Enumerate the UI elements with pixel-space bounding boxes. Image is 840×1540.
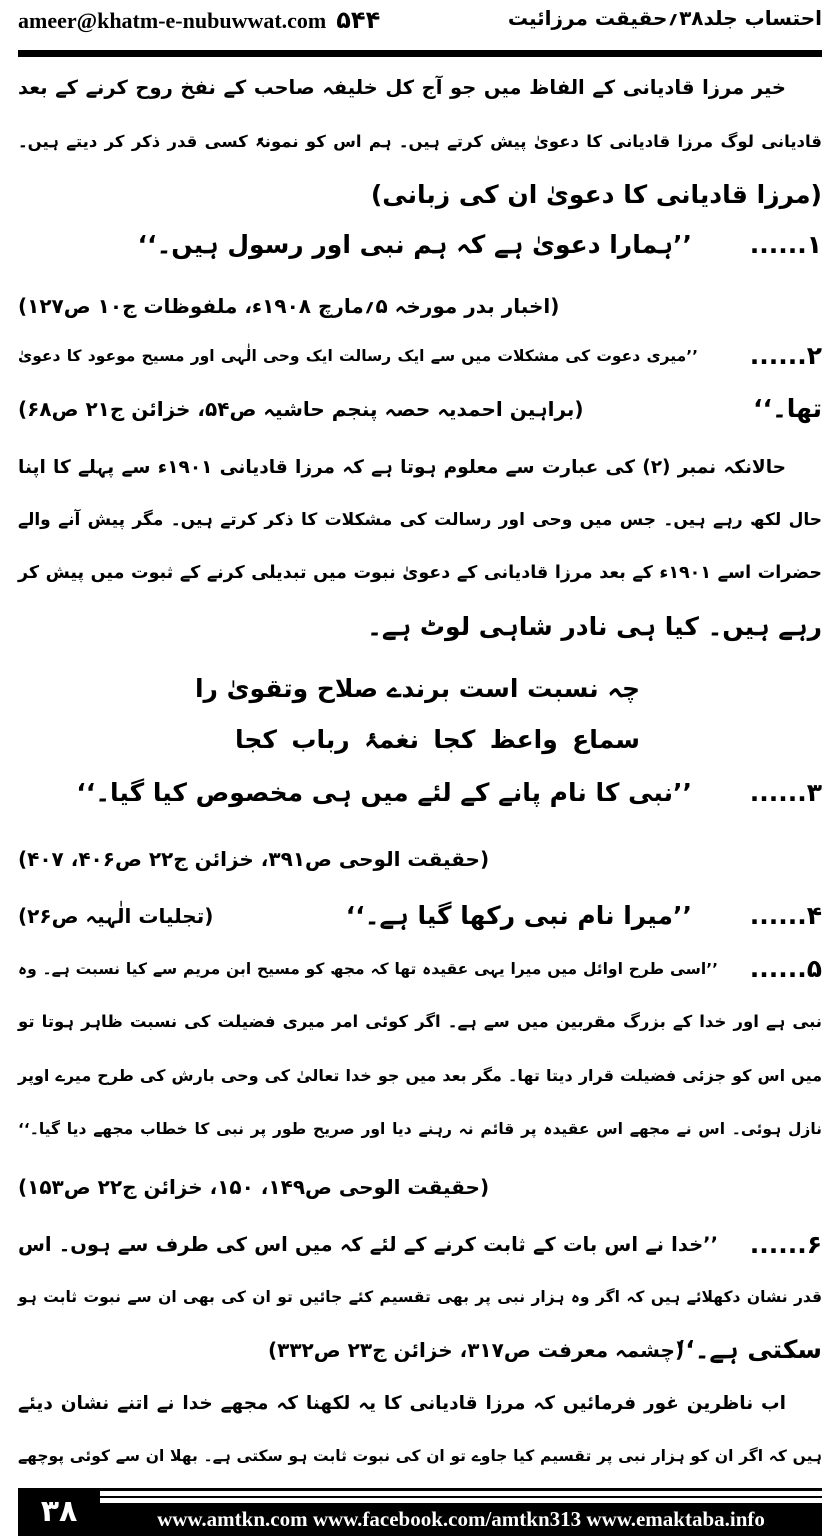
- citation: (حقیقت الوحی ص۳۹۱، خزائن ج۲۲ ص۴۰۶، ۴۰۷): [18, 847, 490, 871]
- citation-line: [18, 1164, 822, 1210]
- header-page-number: ۵۴۴: [336, 6, 381, 34]
- quote-text: نازل ہوئی۔ اس نے مجھے اس عقیدہ پر قائم نہ رہنے دیا اور صریح طور پر نبی کا خطاب مجھے دیا گیا۔‘‘: [18, 1120, 822, 1138]
- section-heading: (مرزا قادیانی کا دعویٰ ان کی زبانی): [370, 180, 822, 209]
- poem-verse: چہ نسبت است برندے صلاح وتقویٰ را: [194, 674, 640, 703]
- header-email: ameer@khatm-e-nubuwwat.com: [18, 8, 327, 33]
- quote-text: ’’نبی کا نام پانے کے لئے میں ہی مخصوص کیا گیا۔‘‘: [76, 778, 692, 807]
- item-number: ۶......: [749, 1230, 822, 1259]
- claim-item-1: [18, 222, 822, 268]
- paragraph-line: حالانکہ نمبر (۲) کی عبارت سے معلوم ہوتا ہے کہ مرزا قادیانی ۱۹۰۱ء سے پہلے کا اپنا: [18, 457, 786, 478]
- quote-text: ’’خدا نے اس بات کے ثابت کرنے کے لئے کہ میں اس کی طرف سے ہوں۔ اس: [18, 1233, 718, 1256]
- poem-verse: سماع واعظ کجا نغمۂ رباب کجا: [235, 725, 640, 754]
- quote-text: ’’ہمارا دعویٰ ہے کہ ہم نبی اور رسول ہیں۔‘‘: [137, 230, 692, 259]
- quote-text: نبی ہے اور خدا کے بزرگ مقربین میں سے ہے۔ اگر کوئی امر میری فضیلت کی نسبت ظاہر ہوتا تو: [18, 1012, 822, 1031]
- item-number: ۴......: [749, 901, 822, 930]
- quote-continuation: [18, 386, 822, 432]
- claim-item-4: [18, 893, 822, 939]
- footer-links: www.amtkn.com www.facebook.com/amtkn313 www.emaktaba.info: [100, 1503, 822, 1536]
- item-number: ۱......: [749, 230, 822, 259]
- header-book-title: احتساب جلد۳۸؍حقیقت مرزائیت: [507, 6, 822, 30]
- quote-text: ’’میرا نام نبی رکھا گیا ہے۔‘‘: [345, 901, 692, 930]
- paragraph-line: رہے ہیں۔ کیا ہی نادر شاہی لوٹ ہے۔: [367, 612, 822, 641]
- header-rule: [18, 50, 822, 57]
- intro-line: قادیانی لوگ مرزا قادیانی کا دعویٰ پیش کرتے ہیں۔ ہم اس کو نمونۃً کسی قدر ذکر کر دیتے ہیں۔: [18, 132, 822, 151]
- item-number: ۳......: [749, 778, 822, 807]
- footer-rule: [100, 1496, 822, 1498]
- citation-line: [18, 836, 822, 882]
- citation: (حقیقت الوحی ص۱۴۹، ۱۵۰، خزائن ج۲۲ ص۱۵۳): [18, 1175, 490, 1199]
- item-number: ۲......: [749, 341, 822, 370]
- header-left: [18, 6, 380, 34]
- quote-text: میں اس کو جزئی فضیلت قرار دیتا تھا۔ مگر بعد میں جو خدا تعالیٰ کی وحی بارش کی طرح میرے اوپر: [18, 1066, 822, 1085]
- quote-text: قدر نشان دکھلائے ہیں کہ اگر وہ ہزار نبی پر بھی تقسیم کئے جائیں تو ان کی بھی ان سے نبوت ثابت ہو: [18, 1288, 822, 1306]
- footer-page-number: ۳۸: [18, 1488, 100, 1536]
- quote-continuation: [18, 1327, 822, 1373]
- quote-text: سکتی ہے۔‘‘: [675, 1335, 822, 1364]
- footer-rule: [100, 1488, 822, 1491]
- paragraph-line: حال لکھ رہے ہیں۔ جس میں وحی اور رسالت کی مشکلات کا ذکر کرتے ہیں۔ مگر پیش آنے والے: [18, 510, 822, 530]
- claim-item-3: [18, 770, 822, 816]
- citation: (اخبار بدر مورخہ ۵؍مارچ ۱۹۰۸ء، ملفوظات ج۱۰ ص۱۲۷): [18, 294, 560, 318]
- citation: (تجلیات الٰہیہ ص۲۶): [18, 904, 214, 928]
- quote-text: ’’میری دعوت کی مشکلات میں سے ایک رسالت ایک وحی الٰہی اور مسیح موعود کا دعویٰ: [18, 347, 698, 365]
- citation: (براہین احمدیہ حصہ پنجم حاشیہ ص۵۴، خزائن ج۲۱ ص۶۸): [18, 397, 584, 421]
- citation: (چشمہ معرفت ص۳۱۷، خزائن ج۲۳ ص۳۳۲): [268, 1338, 685, 1362]
- item-number: ۵......: [749, 954, 822, 983]
- paragraph-line: ہیں کہ اگر ان کو ہزار نبی پر تقسیم کیا جاوے تو ان کی نبوت ثابت ہو سکتی ہے۔ بھلا ان سے کوئی پوچھے: [18, 1447, 822, 1465]
- citation-line: [18, 283, 822, 329]
- quote-text: تھا۔‘‘: [753, 394, 822, 423]
- paragraph-line: حضرات اسے ۱۹۰۱ء کے بعد مرزا قادیانی کے دعویٰ نبوت میں تبدیلی کرنے کے ثبوت میں پیش کر: [18, 563, 822, 583]
- intro-line: خیر مرزا قادیانی کے الفاظ میں جو آج کل خلیفہ صاحب کے نفخ روح کرنے کے بعد: [18, 76, 786, 99]
- quote-text: ’’اسی طرح اوائل میں میرا یہی عقیدہ تھا کہ مجھ کو مسیح ابن مریم سے کیا نسبت ہے۔ وہ: [18, 960, 718, 978]
- paragraph-line: اب ناظرین غور فرمائیں کہ مرزا قادیانی کا یہ لکھنا کہ مجھے خدا نے اتنے نشان دیئے: [18, 1393, 786, 1414]
